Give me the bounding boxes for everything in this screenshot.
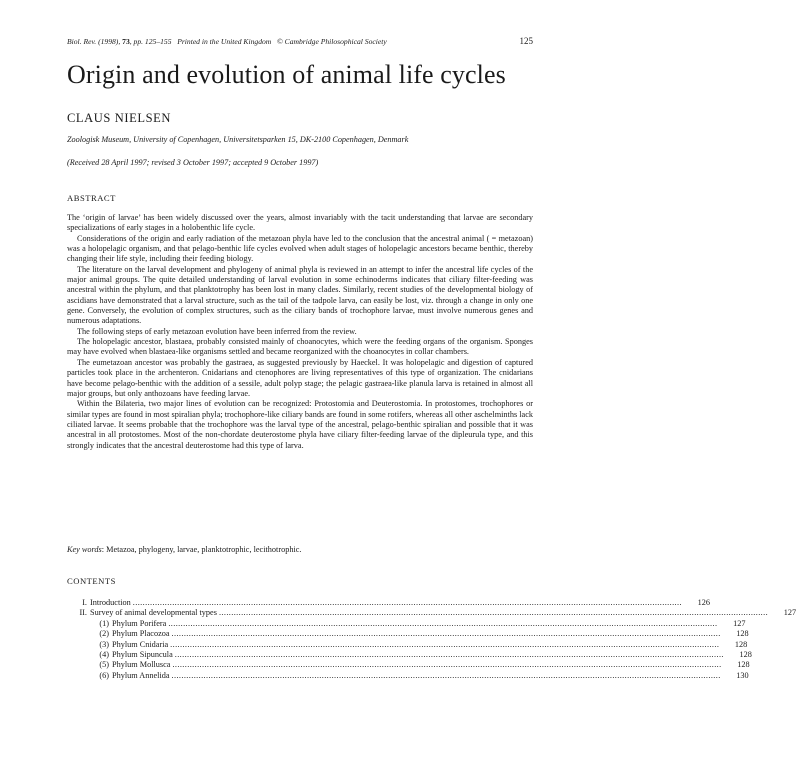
toc-leader: ...............................................................................................................................................................................................................................	[170, 639, 720, 649]
keywords-list: : Metazoa, phylogeny, larvae, planktotrophic, lecithotrophic.	[101, 545, 302, 554]
toc-number: II.	[79, 608, 87, 618]
toc-page: 128	[737, 660, 750, 670]
running-head	[67, 37, 533, 51]
toc-number: I.	[82, 598, 87, 607]
toc-entry[interactable]	[67, 649, 752, 660]
journal-year: (1998),	[98, 37, 121, 46]
journal-volume: 73	[122, 37, 130, 46]
toc-page: 126	[697, 598, 710, 607]
toc-page: 128	[739, 649, 752, 659]
page-number: 125	[519, 36, 533, 46]
toc-page: 130	[736, 670, 749, 680]
toc-entry[interactable]	[67, 598, 710, 608]
table-of-contents	[67, 598, 796, 681]
abstract-paragraph: Considerations of the origin and early radiation of the metazoan phyla have led to the conclusion that the ancestral animal ( = metazoan) was a holopelagic organism, and that pelago-benthic life cycles evolved when adult stages of holopelagic ancestors became benthic, thereby changing their life style, including their feeding biology.	[67, 233, 533, 264]
author-affiliation: Zoologisk Museum, University of Copenhagen, Universitetsparken 15, DK-2100 Copenhagen, Denmark	[67, 135, 409, 144]
toc-leader: ...............................................................................................................................................................................................................................	[174, 649, 724, 659]
toc-leader: ...............................................................................................................................................................................................................................	[172, 660, 722, 670]
toc-label: Phylum Annelida	[112, 670, 170, 680]
toc-label: Phylum Sipuncula	[112, 649, 173, 659]
abstract-paragraph: The eumetazoan ancestor was probably the gastraea, as suggested previously by Haeckel. It was holopelagic and digestion of captured particles took place in the archenteron. Cnidarians and ctenophores are living representatives of this type of organization. The cnidarians have become pelago-benthic with the addition of a sessile, adult polyp stage; the pelagic gastraea-like planula larva is retained in almost all major groups, but only anthozoans have feeding larvae.	[67, 357, 533, 398]
toc-number: (3)	[99, 639, 109, 649]
abstract-paragraph: The ‘origin of larvae’ has been widely discussed over the years, almost invariably with the tacit understanding that larvae are secondary specializations of early stages in a holobenthic life cycle.	[67, 213, 533, 233]
article-title: Origin and evolution of animal life cycles	[67, 60, 506, 89]
keywords	[67, 545, 301, 554]
author-name: CLAUS NIELSEN	[67, 111, 171, 125]
toc-leader: ...............................................................................................................................................................................................................................	[171, 670, 721, 680]
toc-label: Phylum Placozoa	[112, 629, 170, 639]
toc-number: (6)	[99, 670, 109, 680]
toc-label: Phylum Mollusca	[112, 660, 171, 670]
abstract-paragraph: Within the Bilateria, two major lines of evolution can be recognized: Protostomia and Deuterostomia. In protostomes, trochophores or similar types are found in most spiralian phyla; trochophore-like ciliary bands are found in some rotifers, whereas all other aschelminths lack ciliated larvae. It seems probable that the trochophore was the larval type of the ancestral, pelago-benthic spiralian and possible that it was ancestral in all protostomes. Most of the non-chordate deuterostome phyla have ciliary filter-feeding larvae of the dipleurula type, and this strongly indicates that the ancestral deuterostome had this type of larva.	[67, 399, 533, 450]
toc-label: Survey of animal developmental types	[90, 608, 217, 618]
toc-entry[interactable]	[67, 670, 749, 681]
toc-leader: ...............................................................................................................................................................................................................................	[168, 618, 718, 628]
abstract-paragraph: The literature on the larval development and phylogeny of animal phyla is reviewed in an attempt to infer the ancestral life cycles of the major animal groups. The quite detailed understanding of larval evolution in some echinoderms indicates that ciliary filter-feeding was ancestral within the phylum, and that planktotrophy has been lost in many clades. Similarly, recent studies of the developmental biology of ascidians have demonstrated that a larval structure, such as the tail of the tadpole larva, can easily be lost, viz. through a change in only one gene. Conversely, the evolution of complex structures, such as the ciliary bands of trochophore larvae, must involve numerous genes and numerous adaptations.	[67, 264, 533, 326]
toc-leader: ...............................................................................................................................................................................................................................	[218, 608, 769, 618]
toc-entry[interactable]	[67, 639, 748, 650]
toc-number: (5)	[99, 660, 109, 670]
toc-number: (1)	[99, 618, 109, 628]
abstract-paragraph: The holopelagic ancestor, blastaea, probably consisted mainly of choanocytes, which were the feeding organs of the organism. Sponges may have evolved when blastaea-like organisms settled and became reorganized with the choanocytes in collar chambers.	[67, 337, 533, 357]
toc-entry[interactable]	[67, 608, 796, 618]
toc-page: 128	[736, 629, 749, 639]
journal-pages: , pp. 125–155	[129, 37, 172, 46]
abstract-body	[67, 213, 533, 451]
toc-entry[interactable]	[67, 618, 746, 629]
toc-leader: ...............................................................................................................................................................................................................................	[132, 598, 682, 607]
toc-entry[interactable]	[67, 660, 750, 670]
copyright-notice: © Cambridge Philosophical Society	[276, 37, 387, 46]
received-dates: (Received 28 April 1997; revised 3 October 1997; accepted 9 October 1997)	[67, 158, 319, 167]
toc-label: Introduction	[90, 598, 131, 607]
abstract-paragraph: The following steps of early metazoan evolution have been inferred from the review.	[77, 326, 357, 336]
toc-leader: ...............................................................................................................................................................................................................................	[171, 629, 721, 639]
toc-label: Phylum Porifera	[112, 618, 167, 628]
toc-page: 127	[783, 608, 796, 618]
toc-entry[interactable]	[67, 629, 749, 639]
keywords-label: Key words	[67, 545, 102, 554]
toc-page: 127	[733, 618, 746, 628]
toc-label: Phylum Cnidaria	[112, 639, 169, 649]
journal-name: Biol. Rev.	[67, 37, 97, 46]
abstract-heading: ABSTRACT	[67, 193, 116, 203]
toc-page: 128	[734, 639, 748, 649]
toc-number: (4)	[99, 649, 109, 659]
toc-number: (2)	[99, 629, 109, 639]
printed-in: Printed in the United Kingdom	[177, 37, 272, 46]
contents-heading: CONTENTS	[67, 576, 116, 586]
